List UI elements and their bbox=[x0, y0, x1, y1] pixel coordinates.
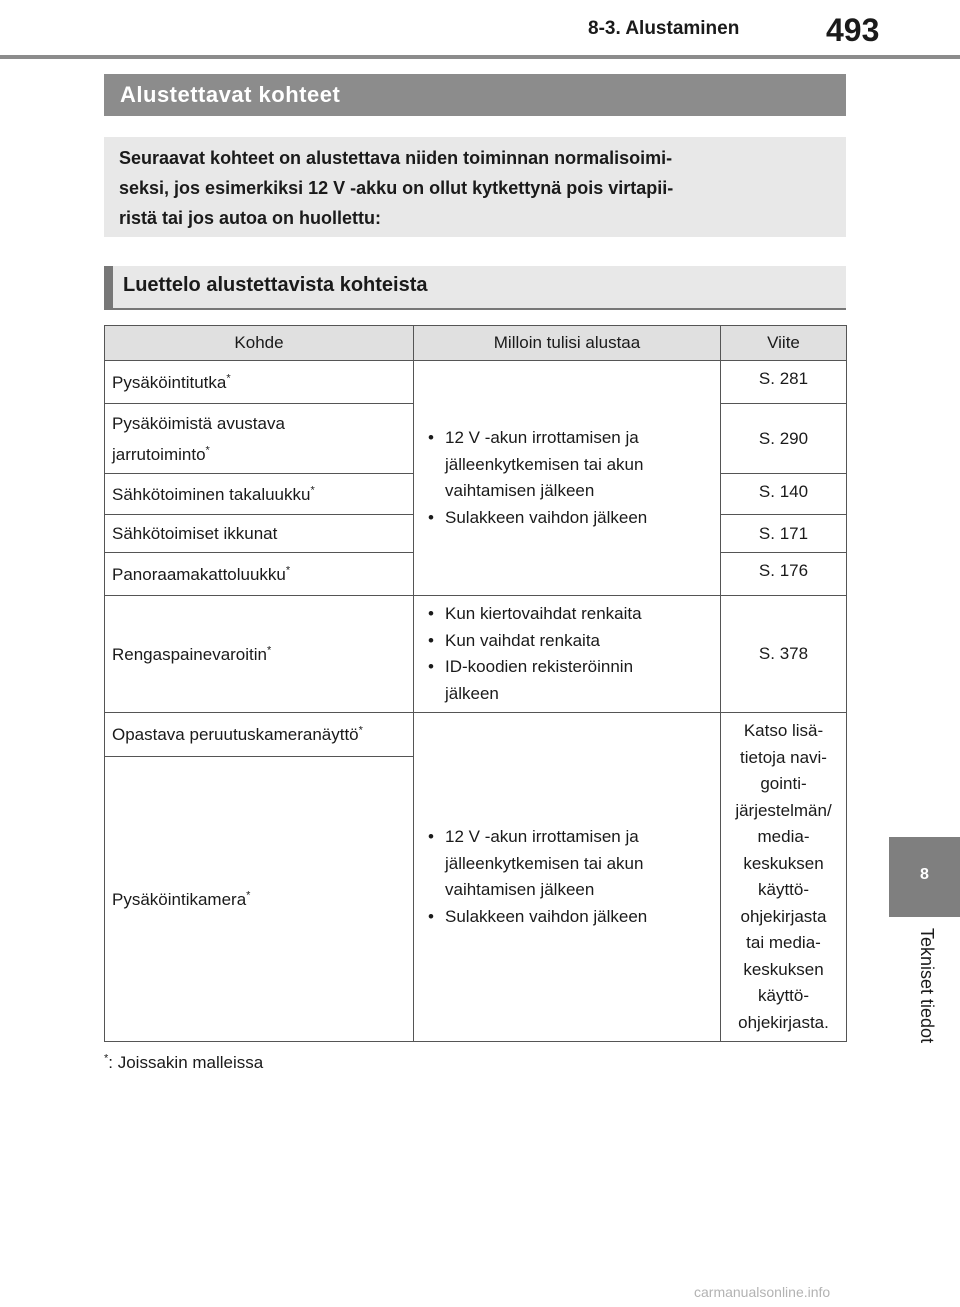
page-title: Alustettavat kohteet bbox=[120, 82, 341, 107]
intro-line: Seuraavat kohteet on alustettava niiden toiminnan normalisoimi- bbox=[119, 148, 673, 168]
watermark: carmanualsonline.info bbox=[694, 1284, 831, 1300]
item-name: Opastava peruutuskameranäyttö* bbox=[105, 713, 414, 757]
footnote-marker: * bbox=[285, 563, 291, 576]
page-reference: S. 281 bbox=[721, 361, 847, 404]
table-row bbox=[105, 596, 847, 713]
reset-condition-tires bbox=[414, 596, 721, 713]
page-number: 493 bbox=[826, 12, 880, 48]
reset-condition-battery bbox=[414, 361, 721, 596]
column-header-when: Milloin tulisi alustaa bbox=[414, 326, 721, 361]
subheading-accent bbox=[104, 266, 113, 310]
footnote-marker: * bbox=[226, 371, 231, 384]
subheading: Luettelo alustettavista kohteista bbox=[123, 274, 428, 296]
title-bar bbox=[104, 74, 846, 116]
condition-item: • 12 V -akun irrottamisen ja jälleenkytkemisen tai akun vaihtamisen jälkeen bbox=[422, 824, 712, 904]
reset-items-table bbox=[104, 325, 847, 1042]
section-title: 8-3. Alustaminen bbox=[588, 18, 740, 39]
intro-text bbox=[119, 143, 829, 233]
table-row bbox=[105, 361, 847, 404]
item-name: Sähkötoiminen takaluukku* bbox=[105, 474, 414, 515]
item-name: Pysäköintikamera* bbox=[105, 757, 414, 1042]
footnote-marker: * bbox=[267, 643, 272, 656]
intro-line: ristä tai jos autoa on huollettu: bbox=[119, 208, 382, 228]
subheading-bar bbox=[104, 266, 846, 310]
page-reference: S. 171 bbox=[721, 515, 847, 553]
footnote-marker: * bbox=[104, 1052, 109, 1065]
footnote-marker: * bbox=[205, 443, 210, 456]
condition-item: • Sulakkeen vaihdon jälkeen bbox=[422, 904, 712, 931]
condition-item: • ID-koodien rekisteröinnin jälkeen bbox=[422, 654, 712, 707]
page-reference: S. 290 bbox=[721, 404, 847, 474]
item-name: Panoraamakattoluukku* bbox=[105, 553, 414, 596]
column-header-item: Kohde bbox=[105, 326, 414, 361]
condition-item: • Kun kiertovaihdat renkaita bbox=[422, 601, 712, 628]
intro-box bbox=[104, 137, 846, 237]
page-reference: S. 176 bbox=[721, 553, 847, 596]
table-header-row bbox=[105, 326, 847, 361]
header-divider bbox=[0, 55, 960, 59]
table-row bbox=[105, 713, 847, 757]
condition-item: • Sulakkeen vaihdon jälkeen bbox=[422, 505, 712, 532]
condition-item: • Kun vaihdat renkaita bbox=[422, 628, 712, 655]
reference-note: Katso lisä- tietoja navi- gointi- järjestelmän/ media- keskuksen käyttö- ohjekirjasta tai media- keskuksen käyttö- ohjekirjasta. bbox=[721, 713, 847, 1042]
footnote-marker: * bbox=[310, 483, 315, 496]
footnote-marker: * bbox=[358, 724, 363, 737]
chapter-number: 8 bbox=[920, 866, 929, 883]
reset-condition-battery bbox=[414, 713, 721, 1042]
page-reference: S. 140 bbox=[721, 474, 847, 515]
chapter-label: Tekniset tiedot bbox=[917, 928, 937, 1044]
footnote-marker: * bbox=[246, 888, 251, 901]
item-name: Rengaspainevaroitin* bbox=[105, 596, 414, 713]
item-name: Sähkötoimiset ikkunat bbox=[105, 515, 414, 553]
item-name: Pysäköintitutka* bbox=[105, 361, 414, 404]
intro-line: seksi, jos esimerkiksi 12 V -akku on ollut kytkettynä pois virtapii- bbox=[119, 178, 674, 198]
page-reference: S. 378 bbox=[721, 596, 847, 713]
footnote: *: Joissakin malleissa bbox=[104, 1052, 264, 1072]
column-header-reference: Viite bbox=[721, 326, 847, 361]
condition-item: • 12 V -akun irrottamisen ja jälleenkytkemisen tai akun vaihtamisen jälkeen bbox=[422, 425, 712, 505]
item-name: Pysäköimistä avustava jarrutoiminto* bbox=[105, 404, 414, 474]
